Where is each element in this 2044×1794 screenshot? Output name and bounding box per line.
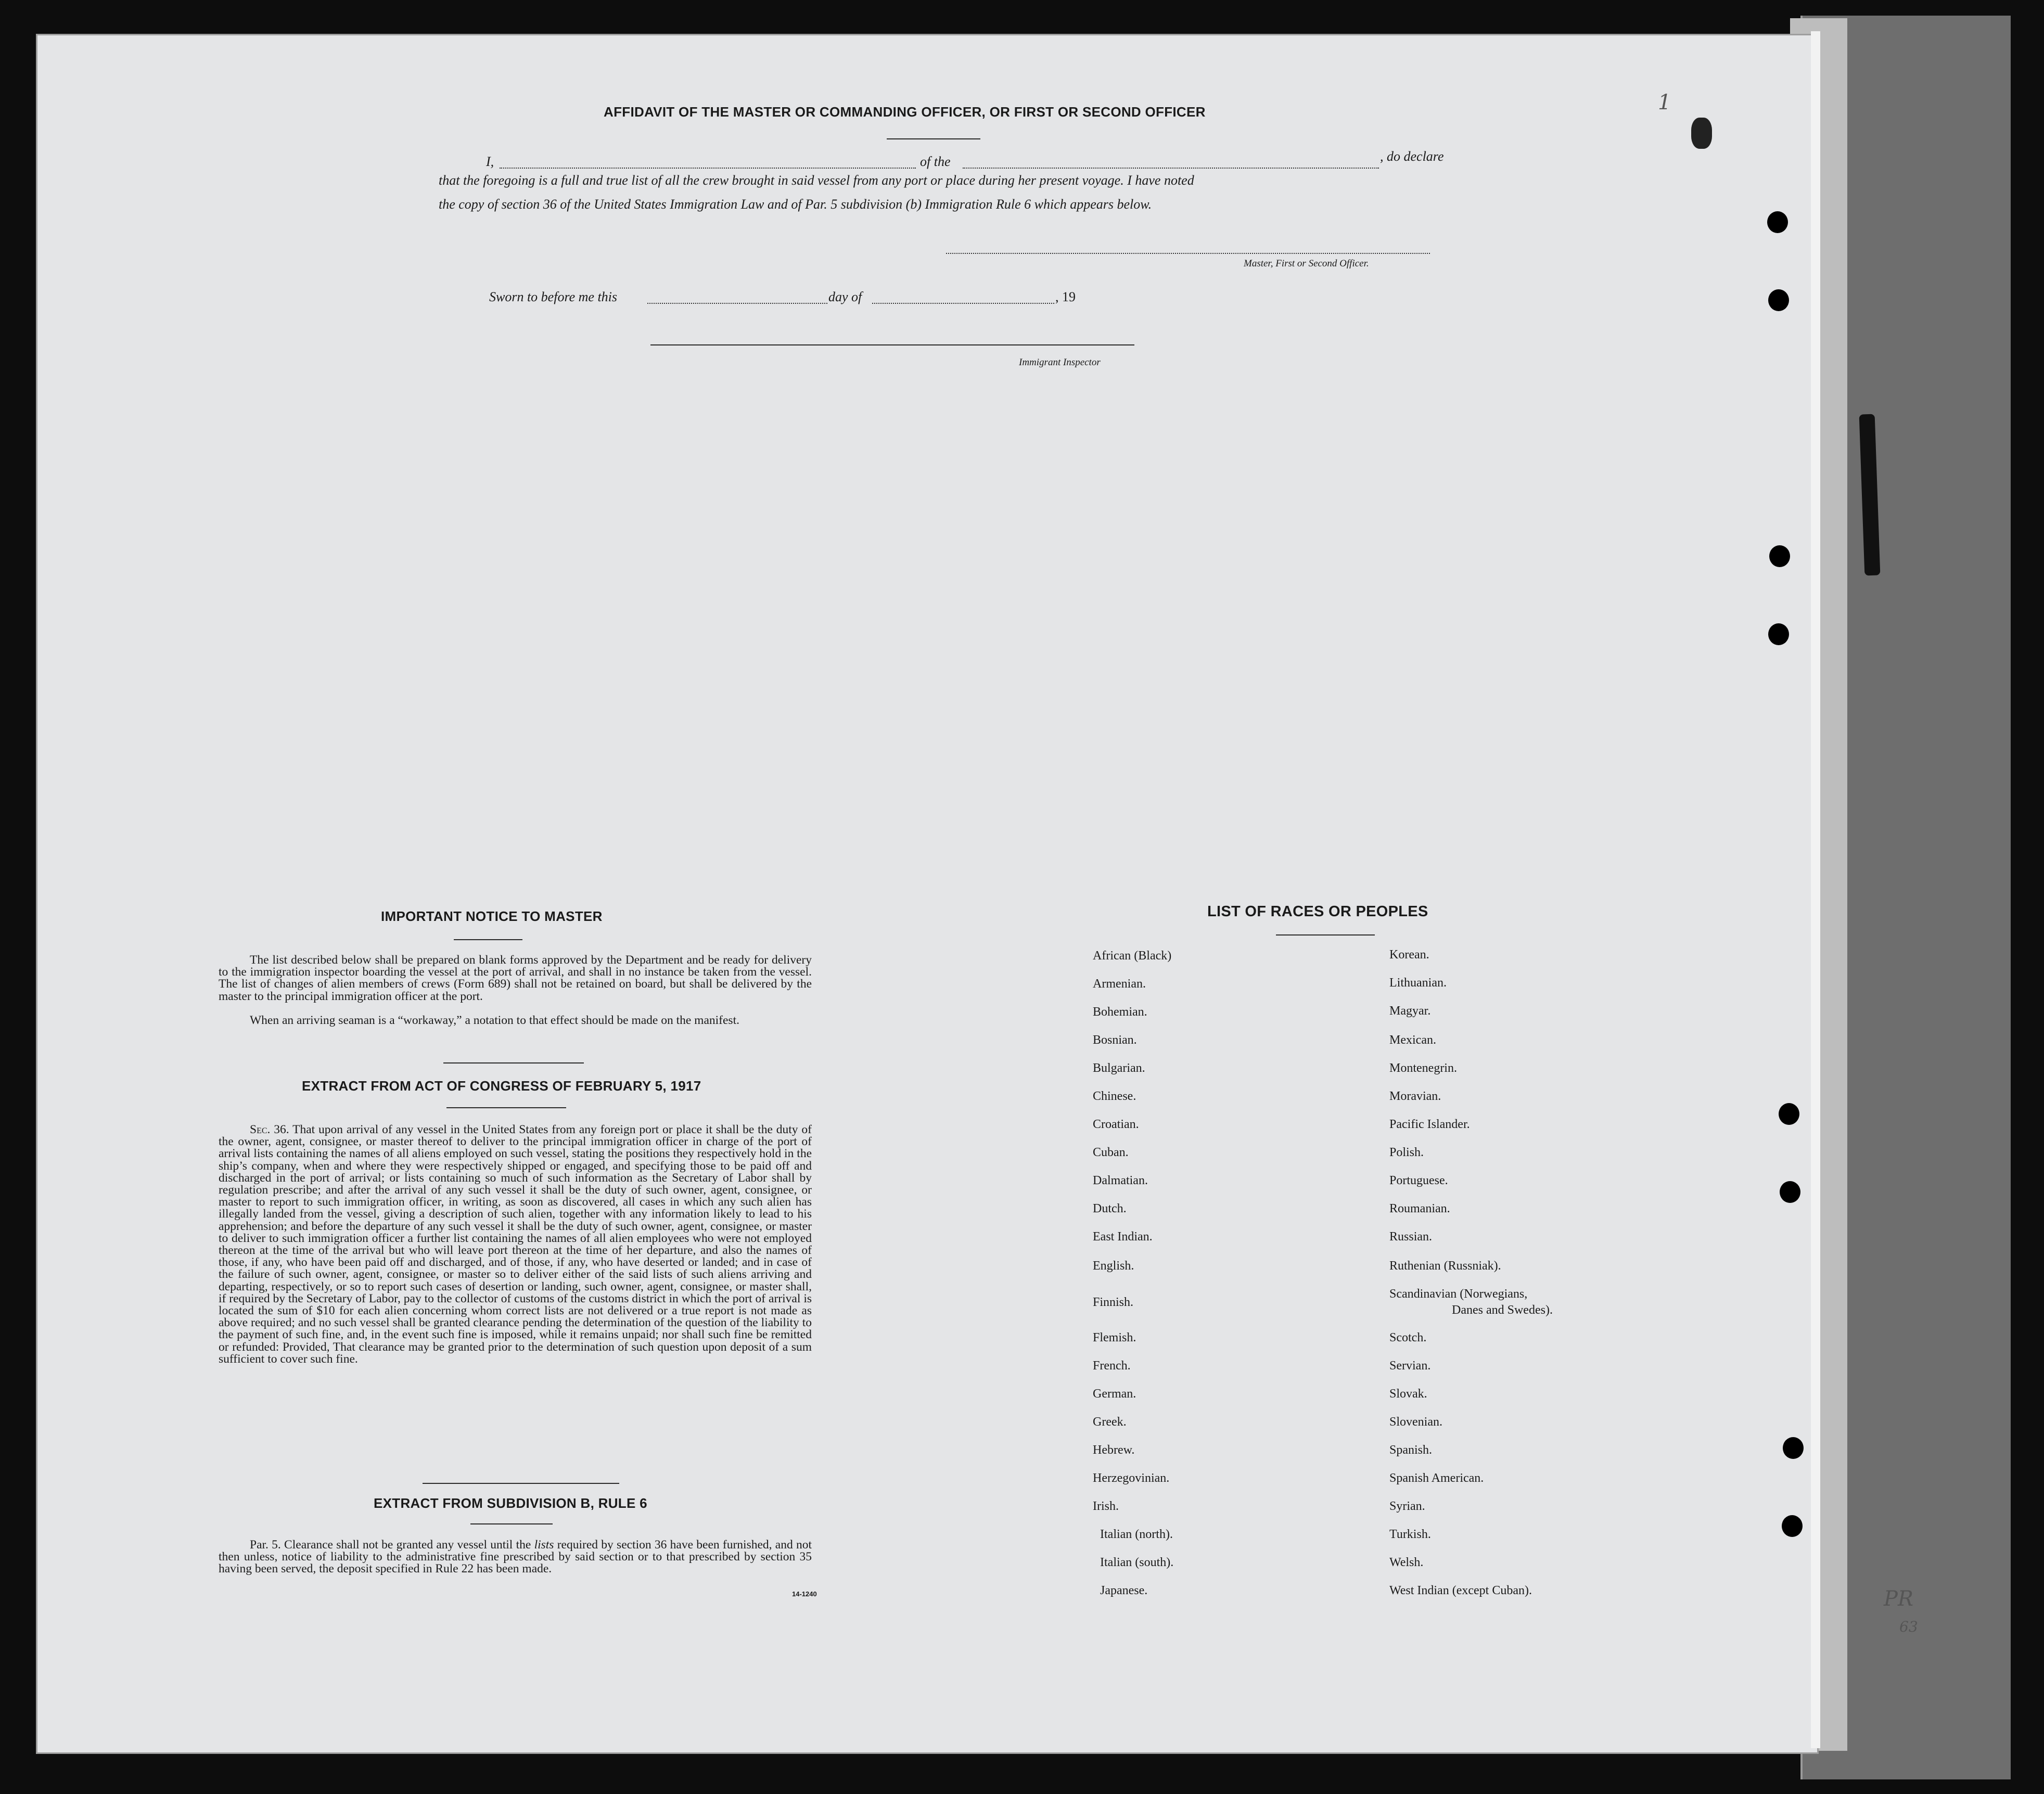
affidavit-line2: that the foregoing is a full and true list of all the crew brought in said vessel from any port or place during her present voyage. I have noted	[439, 173, 1194, 188]
race-item: German.	[1093, 1387, 1136, 1401]
notice-para2: When an arriving seaman is a “workaway,” a notation to that effect should be made on the manifest.	[250, 1014, 739, 1027]
par-5-post: required by section 36 have been furnished, and not then unless, notice of liability to the administrative fine prescribed by said section or to that prescribed by section 35 having been served, the deposit specified in Rule 22 has been made.	[219, 1538, 812, 1576]
race-item: Portuguese.	[1389, 1174, 1448, 1187]
race-item: Syrian.	[1389, 1500, 1425, 1513]
race-item: Dutch.	[1093, 1202, 1127, 1215]
race-item: Flemish.	[1093, 1331, 1136, 1344]
pencil-annotation-a: PR	[1884, 1587, 1914, 1611]
affidavit-line1-declare: , do declare	[1380, 149, 1444, 164]
race-item: East Indian.	[1093, 1230, 1153, 1244]
binder-hole	[1782, 1515, 1803, 1537]
par-5-pre: Par. 5. Clearance shall not be granted any vessel until the	[250, 1538, 534, 1552]
ink-blot	[1691, 118, 1712, 149]
race-item: Herzegovinian.	[1093, 1471, 1170, 1485]
race-item: Turkish.	[1389, 1528, 1431, 1541]
notice-divider	[443, 1062, 584, 1063]
sworn-prefix: Sworn to before me this	[489, 289, 618, 304]
race-item: Pacific Islander.	[1389, 1118, 1470, 1131]
race-item: Moravian.	[1389, 1090, 1441, 1103]
par-5-text	[219, 1539, 812, 1575]
notice-para1: The list described below shall be prepared on blank forms approved by the Department and be ready for delivery to the immigration inspector boarding the vessel at the port of arrival, and shall in no instance be taken from the vessel. The list of changes of alien members of crews (Form 689) shall not be retained on board, but shall be delivered by the master to the principal immigration officer at the port.	[219, 953, 812, 1003]
races-title: LIST OF RACES OR PEOPLES	[1207, 903, 1428, 920]
race-item: Cuban.	[1093, 1146, 1129, 1159]
race-item: English.	[1093, 1259, 1134, 1273]
binder-hole	[1779, 1103, 1799, 1125]
race-item: Irish.	[1093, 1500, 1119, 1513]
sworn-month-field[interactable]	[872, 303, 1054, 304]
race-item: Spanish American.	[1389, 1471, 1484, 1485]
par-5-lists: lists	[534, 1538, 554, 1552]
form-number: 14-1240	[792, 1590, 817, 1598]
sworn-day-of: day of	[828, 289, 862, 304]
section-36-text	[219, 1124, 812, 1365]
race-item: Armenian.	[1093, 977, 1146, 991]
race-item: Lithuanian.	[1389, 976, 1447, 990]
race-item-scandinavian-cont: Danes and Swedes).	[1452, 1303, 1553, 1317]
affidavit-line1-i: I,	[486, 154, 494, 169]
act-extract-title: EXTRACT FROM ACT OF CONGRESS OF FEBRUARY 5, 1917	[302, 1078, 701, 1094]
document-page	[37, 35, 1817, 1752]
race-item: Russian.	[1389, 1230, 1433, 1244]
binder-hole	[1780, 1181, 1800, 1203]
notice-title: IMPORTANT NOTICE TO MASTER	[381, 908, 603, 924]
races-title-rule	[1276, 934, 1375, 936]
affidavit-title: AFFIDAVIT OF THE MASTER OR COMMANDING OFFICER, OR FIRST OR SECOND OFFICER	[604, 104, 1206, 120]
inspector-label: Immigrant Inspector	[1019, 357, 1101, 368]
race-item: Hebrew.	[1093, 1443, 1135, 1457]
race-item: Slovenian.	[1389, 1415, 1442, 1429]
race-item: Welsh.	[1389, 1556, 1424, 1569]
race-item: Greek.	[1093, 1415, 1127, 1429]
page-edge	[1811, 31, 1820, 1748]
race-item: Italian (north).	[1100, 1528, 1173, 1541]
race-item: Japanese.	[1100, 1584, 1148, 1597]
vessel-name-field[interactable]	[963, 168, 1379, 169]
race-item: Spanish.	[1389, 1443, 1433, 1457]
race-item: Bohemian.	[1093, 1005, 1147, 1019]
affidavit-line3: the copy of section 36 of the United States Immigration Law and of Par. 5 subdivision (b) Immigration Rule 6 which appears below.	[439, 197, 1152, 212]
affidavit-line1-of-the: of the	[920, 154, 951, 169]
notice-title-rule	[454, 939, 522, 940]
race-item: Croatian.	[1093, 1118, 1139, 1131]
master-signature-label: Master, First or Second Officer.	[1244, 258, 1369, 269]
race-item: Italian (south).	[1100, 1556, 1174, 1569]
race-item: Korean.	[1389, 948, 1429, 962]
race-item: Slovak.	[1389, 1387, 1427, 1401]
sworn-year: , 19	[1055, 289, 1076, 304]
race-item: Chinese.	[1093, 1090, 1136, 1103]
binder-hole	[1769, 545, 1790, 567]
race-item: French.	[1093, 1359, 1131, 1373]
binder-hole	[1767, 211, 1788, 233]
master-signature-field[interactable]	[946, 253, 1430, 254]
pencil-annotation-top: 1	[1658, 91, 1671, 114]
race-item: Mexican.	[1389, 1033, 1436, 1047]
section-36-body: 36. That upon arrival of any vessel in the United States from any foreign port or place it shall be the duty of the owner, agent, consignee, or master thereof to deliver to the principal immigration officer in charge of the port of arrival lists containing the names of all aliens employed on such vessel, stating the positions they respectively hold in the ship’s company, when and where they were respectively shipped or engaged, and specifying those to be paid off and discharged in the port of arrival; or lists containing so much of such information as the Secretary of Labor shall by regulation prescribe; and after the arrival of any such vessel it shall be the duty of such owner, agent, consignee, or master to report to such immigration officer, in writing, as soon as discovered, all cases in which any such alien has illegally landed from the vessel, giving a description of such alien, together with any information likely to lead to his apprehension; and before the departure of any such vessel it shall be the duty of such owner, agent, consignee, or master to deliver to such immigration officer a further list containing the names of all alien employees who were not employed thereon at the time of the arrival but who will leave port thereon at the time of her departure, and also the names of those, if any, who have been paid off and discharged, and of those, if any, who have deserted or landed; and in case of the failure of such owner, agent, consignee, or master so to deliver either of the said lists of such aliens arriving and departing, respectively, or so to report such cases of desertion or landing, such owner, agent, consignee, or master shall, if required by the Secretary of Labor, pay to the collector of customs of the customs district in which the port of arrival is located the sum of $10 for each alien concerning whom correct lists are not delivered or a true report is not made as above required; and no such vessel shall be granted clearance pending the determination of the question of the liability to the payment of such fine, and, in the event such fine is imposed, while it remains unpaid; nor shall such fine be remitted or refunded: Provided, That clearance may be granted prior to the determination of such question upon deposit of a sum sufficient to cover such fine.	[219, 1123, 812, 1366]
race-item: Scotch.	[1389, 1331, 1427, 1344]
act-extract-rule	[446, 1107, 566, 1108]
race-item: West Indian (except Cuban).	[1389, 1584, 1532, 1597]
rule-extract-rule	[470, 1523, 553, 1524]
race-item: Bosnian.	[1093, 1033, 1137, 1047]
binder-hole	[1768, 289, 1789, 311]
race-item: Dalmatian.	[1093, 1174, 1148, 1187]
name-field[interactable]	[500, 168, 916, 169]
binder-hole	[1768, 623, 1789, 645]
race-item: Ruthenian (Russniak).	[1389, 1259, 1501, 1273]
race-item: African (Black)	[1093, 949, 1172, 963]
race-item: Bulgarian.	[1093, 1061, 1145, 1075]
pencil-annotation-b: 63	[1899, 1618, 1918, 1635]
race-item: Magyar.	[1389, 1004, 1431, 1018]
inspector-signature-field[interactable]	[650, 344, 1134, 345]
race-item: Montenegrin.	[1389, 1061, 1457, 1075]
sworn-day-field[interactable]	[647, 303, 827, 304]
rule-extract-title: EXTRACT FROM SUBDIVISION B, RULE 6	[374, 1495, 647, 1511]
race-item: Finnish.	[1093, 1296, 1134, 1309]
race-item: Polish.	[1389, 1146, 1424, 1159]
binder-hole	[1783, 1437, 1804, 1459]
race-item: Servian.	[1389, 1359, 1431, 1373]
race-item: Scandinavian (Norwegians,	[1389, 1287, 1528, 1301]
race-item: Roumanian.	[1389, 1202, 1450, 1215]
affidavit-title-rule	[887, 138, 980, 139]
act-extract-divider	[423, 1483, 619, 1484]
sec-label: Sec.	[250, 1123, 271, 1136]
